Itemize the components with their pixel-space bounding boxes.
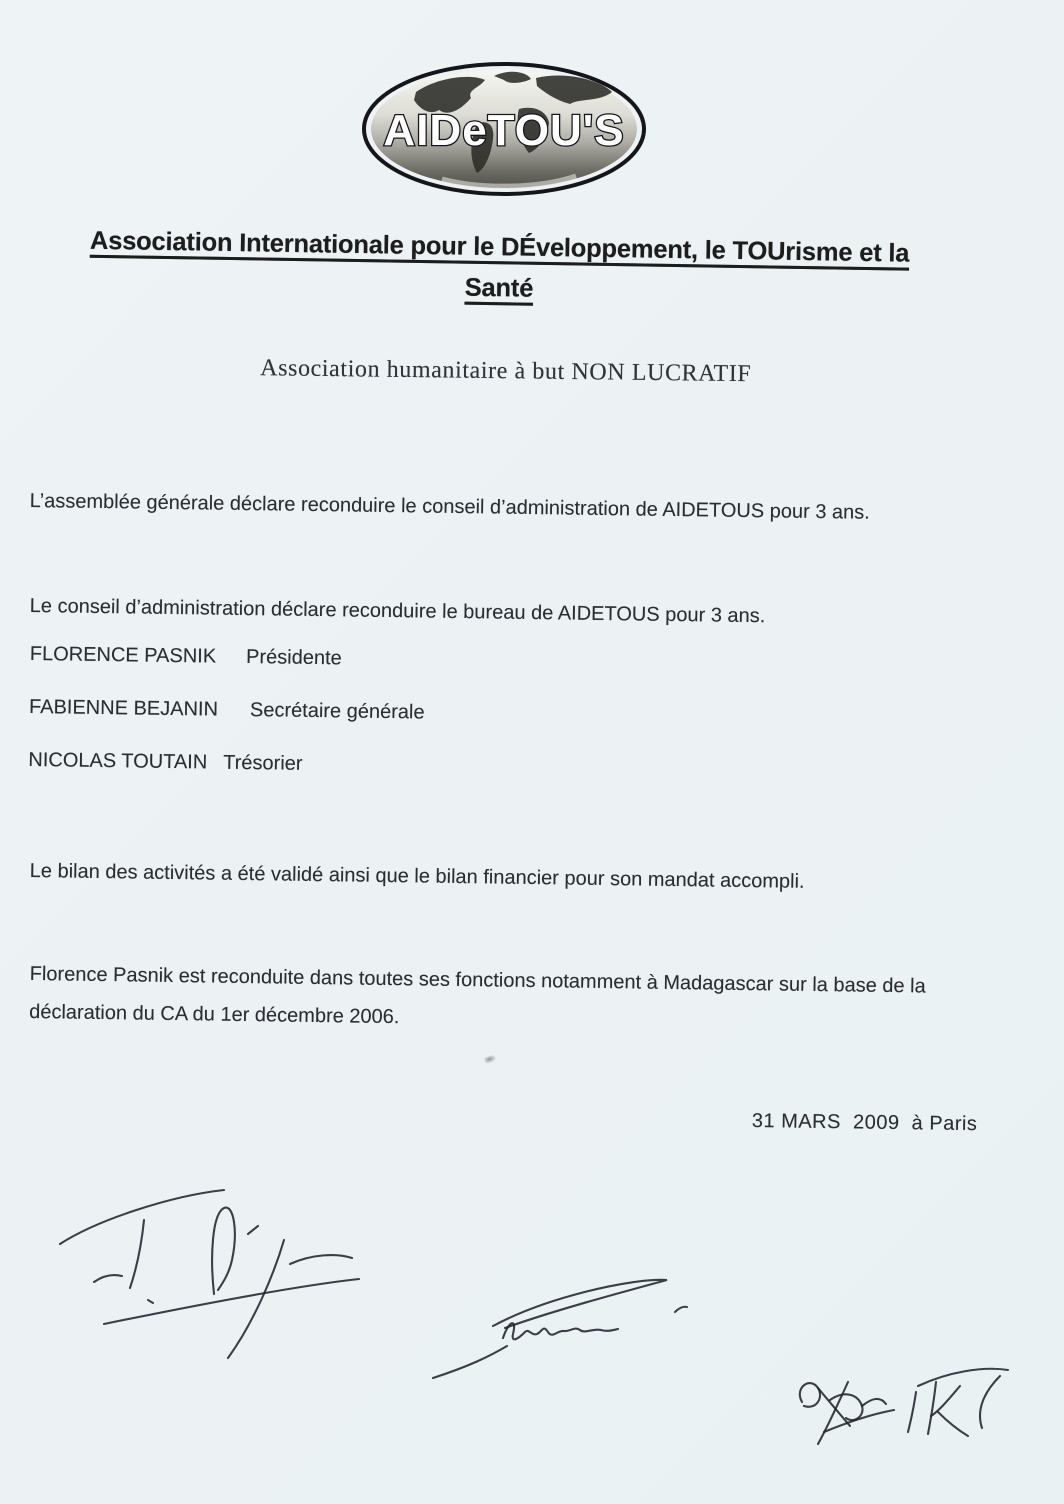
officer-role: Présidente <box>245 646 342 670</box>
signature-right-icon <box>768 1350 1058 1485</box>
paragraph-board: Le conseil d’administration déclare reconduire le bureau de AIDETOUS pour 3 ans. <box>29 594 766 628</box>
officer-role: Trésorier <box>223 751 303 775</box>
logo-text: AIDeTOU'S <box>383 106 625 155</box>
globe-icon <box>358 58 650 204</box>
officer-name: FABIENNE BEJANIN <box>28 695 219 721</box>
officer-role: Secrétaire générale <box>249 699 425 724</box>
paragraph-financial-report: Le bilan des activités a été validé ainsi que le bilan financier pour son mandat accompli. <box>29 859 805 893</box>
officer-name: FLORENCE PASNIK <box>29 642 217 668</box>
officer-row-secretary <box>29 694 425 727</box>
officer-name: NICOLAS TOUTAIN <box>28 748 208 774</box>
document-title <box>39 220 960 316</box>
title-line-1: Association Internationale pour le DÉveloppement, le TOUrisme et la <box>89 226 910 268</box>
title-line-2: Santé <box>464 273 534 303</box>
date-place-line: 31 MARS 2009 à Paris <box>751 1110 978 1136</box>
scan-speck <box>484 1054 498 1064</box>
officer-row-treasurer <box>28 747 424 780</box>
officers-list <box>28 641 426 806</box>
paragraph-general-assembly: L’assemblée générale déclare reconduire le conseil d’administration de AIDETOUS pour 3 ans. <box>29 489 870 524</box>
officer-row-president <box>30 641 426 674</box>
document-subtitle: Association humanitaire à but NON LUCRATIF <box>260 355 752 388</box>
signature-middle-icon <box>425 1260 715 1405</box>
signature-left-icon <box>52 1182 382 1372</box>
paragraph-reappointment: Florence Pasnik est reconduite dans toutes ses fonctions notamment à Madagascar sur la base de la déclaration du CA du 1er décembre 2006. <box>29 962 926 1029</box>
aidetous-globe-logo <box>358 58 650 204</box>
